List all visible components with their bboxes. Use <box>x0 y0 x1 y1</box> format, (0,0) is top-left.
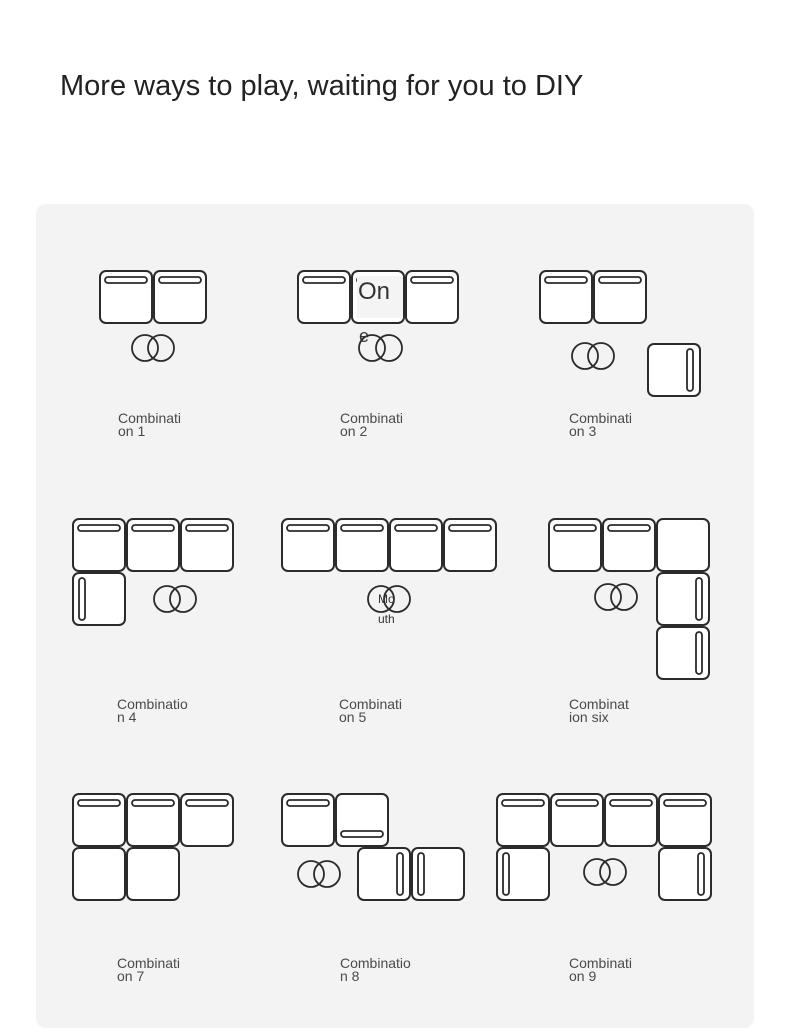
sofa-module <box>648 344 700 396</box>
sofa-module <box>497 794 549 846</box>
combination-6-layout <box>549 519 709 679</box>
sofa-module <box>657 519 709 571</box>
overlay-label-mouth: Mo <box>378 592 395 606</box>
sofa-module <box>127 519 179 571</box>
overlay-label-mouth-suffix: uth <box>378 612 395 626</box>
ottoman-rings <box>298 861 340 887</box>
sofa-module <box>73 794 125 846</box>
sofa-module <box>605 794 657 846</box>
sofa-module <box>336 794 388 846</box>
sofa-module <box>127 848 179 900</box>
combination-4-caption: Combinatio n 4 <box>117 696 188 725</box>
sofa-module <box>390 519 442 571</box>
combination-3-layout <box>540 271 700 396</box>
sofa-module <box>358 848 410 900</box>
ottoman-rings <box>584 859 626 885</box>
ottoman-rings <box>132 335 174 361</box>
sofa-module <box>594 271 646 323</box>
sofa-module <box>657 573 709 625</box>
sofa-module <box>549 519 601 571</box>
combination-8-layout <box>282 794 464 900</box>
sofa-module <box>406 271 458 323</box>
ottoman-rings <box>595 584 637 610</box>
sofa-module <box>298 271 350 323</box>
sofa-module <box>282 794 334 846</box>
sofa-module <box>181 794 233 846</box>
combination-7-layout <box>73 794 233 900</box>
sofa-module <box>551 794 603 846</box>
combination-8-caption: Combinatio n 8 <box>340 955 411 984</box>
sofa-module <box>73 573 125 625</box>
combination-6-caption: Combinat ion six <box>569 696 629 725</box>
sofa-module <box>154 271 206 323</box>
sofa-module <box>181 519 233 571</box>
combination-1-caption: Combinati on 1 <box>118 410 182 439</box>
sofa-module <box>659 848 711 900</box>
sofa-module <box>444 519 496 571</box>
page-headline: More ways to play, waiting for you to DIY <box>60 70 584 102</box>
sofa-module <box>100 271 152 323</box>
combination-3-caption: Combinati on 3 <box>569 410 633 439</box>
overlay-label-one: On <box>358 278 391 305</box>
ottoman-rings <box>572 343 614 369</box>
sofa-module <box>540 271 592 323</box>
sofa-module <box>659 794 711 846</box>
ottoman-rings <box>154 586 196 612</box>
sofa-module <box>336 519 388 571</box>
sofa-module <box>603 519 655 571</box>
sofa-module <box>657 627 709 679</box>
combination-9-layout <box>497 794 711 900</box>
combination-9-caption: Combinati on 9 <box>569 955 633 984</box>
combination-4-layout <box>73 519 233 625</box>
combination-7-caption: Combinati on 7 <box>117 955 181 984</box>
sofa-module <box>127 794 179 846</box>
sofa-module <box>73 519 125 571</box>
sofa-module <box>282 519 334 571</box>
sofa-module <box>412 848 464 900</box>
combination-1-layout <box>100 271 206 361</box>
combination-2-caption: Combinati on 2 <box>340 410 404 439</box>
combination-5-caption: Combinati on 5 <box>339 696 403 725</box>
sofa-module <box>73 848 125 900</box>
overlay-label-one-suffix: e <box>359 326 370 346</box>
sofa-module <box>497 848 549 900</box>
